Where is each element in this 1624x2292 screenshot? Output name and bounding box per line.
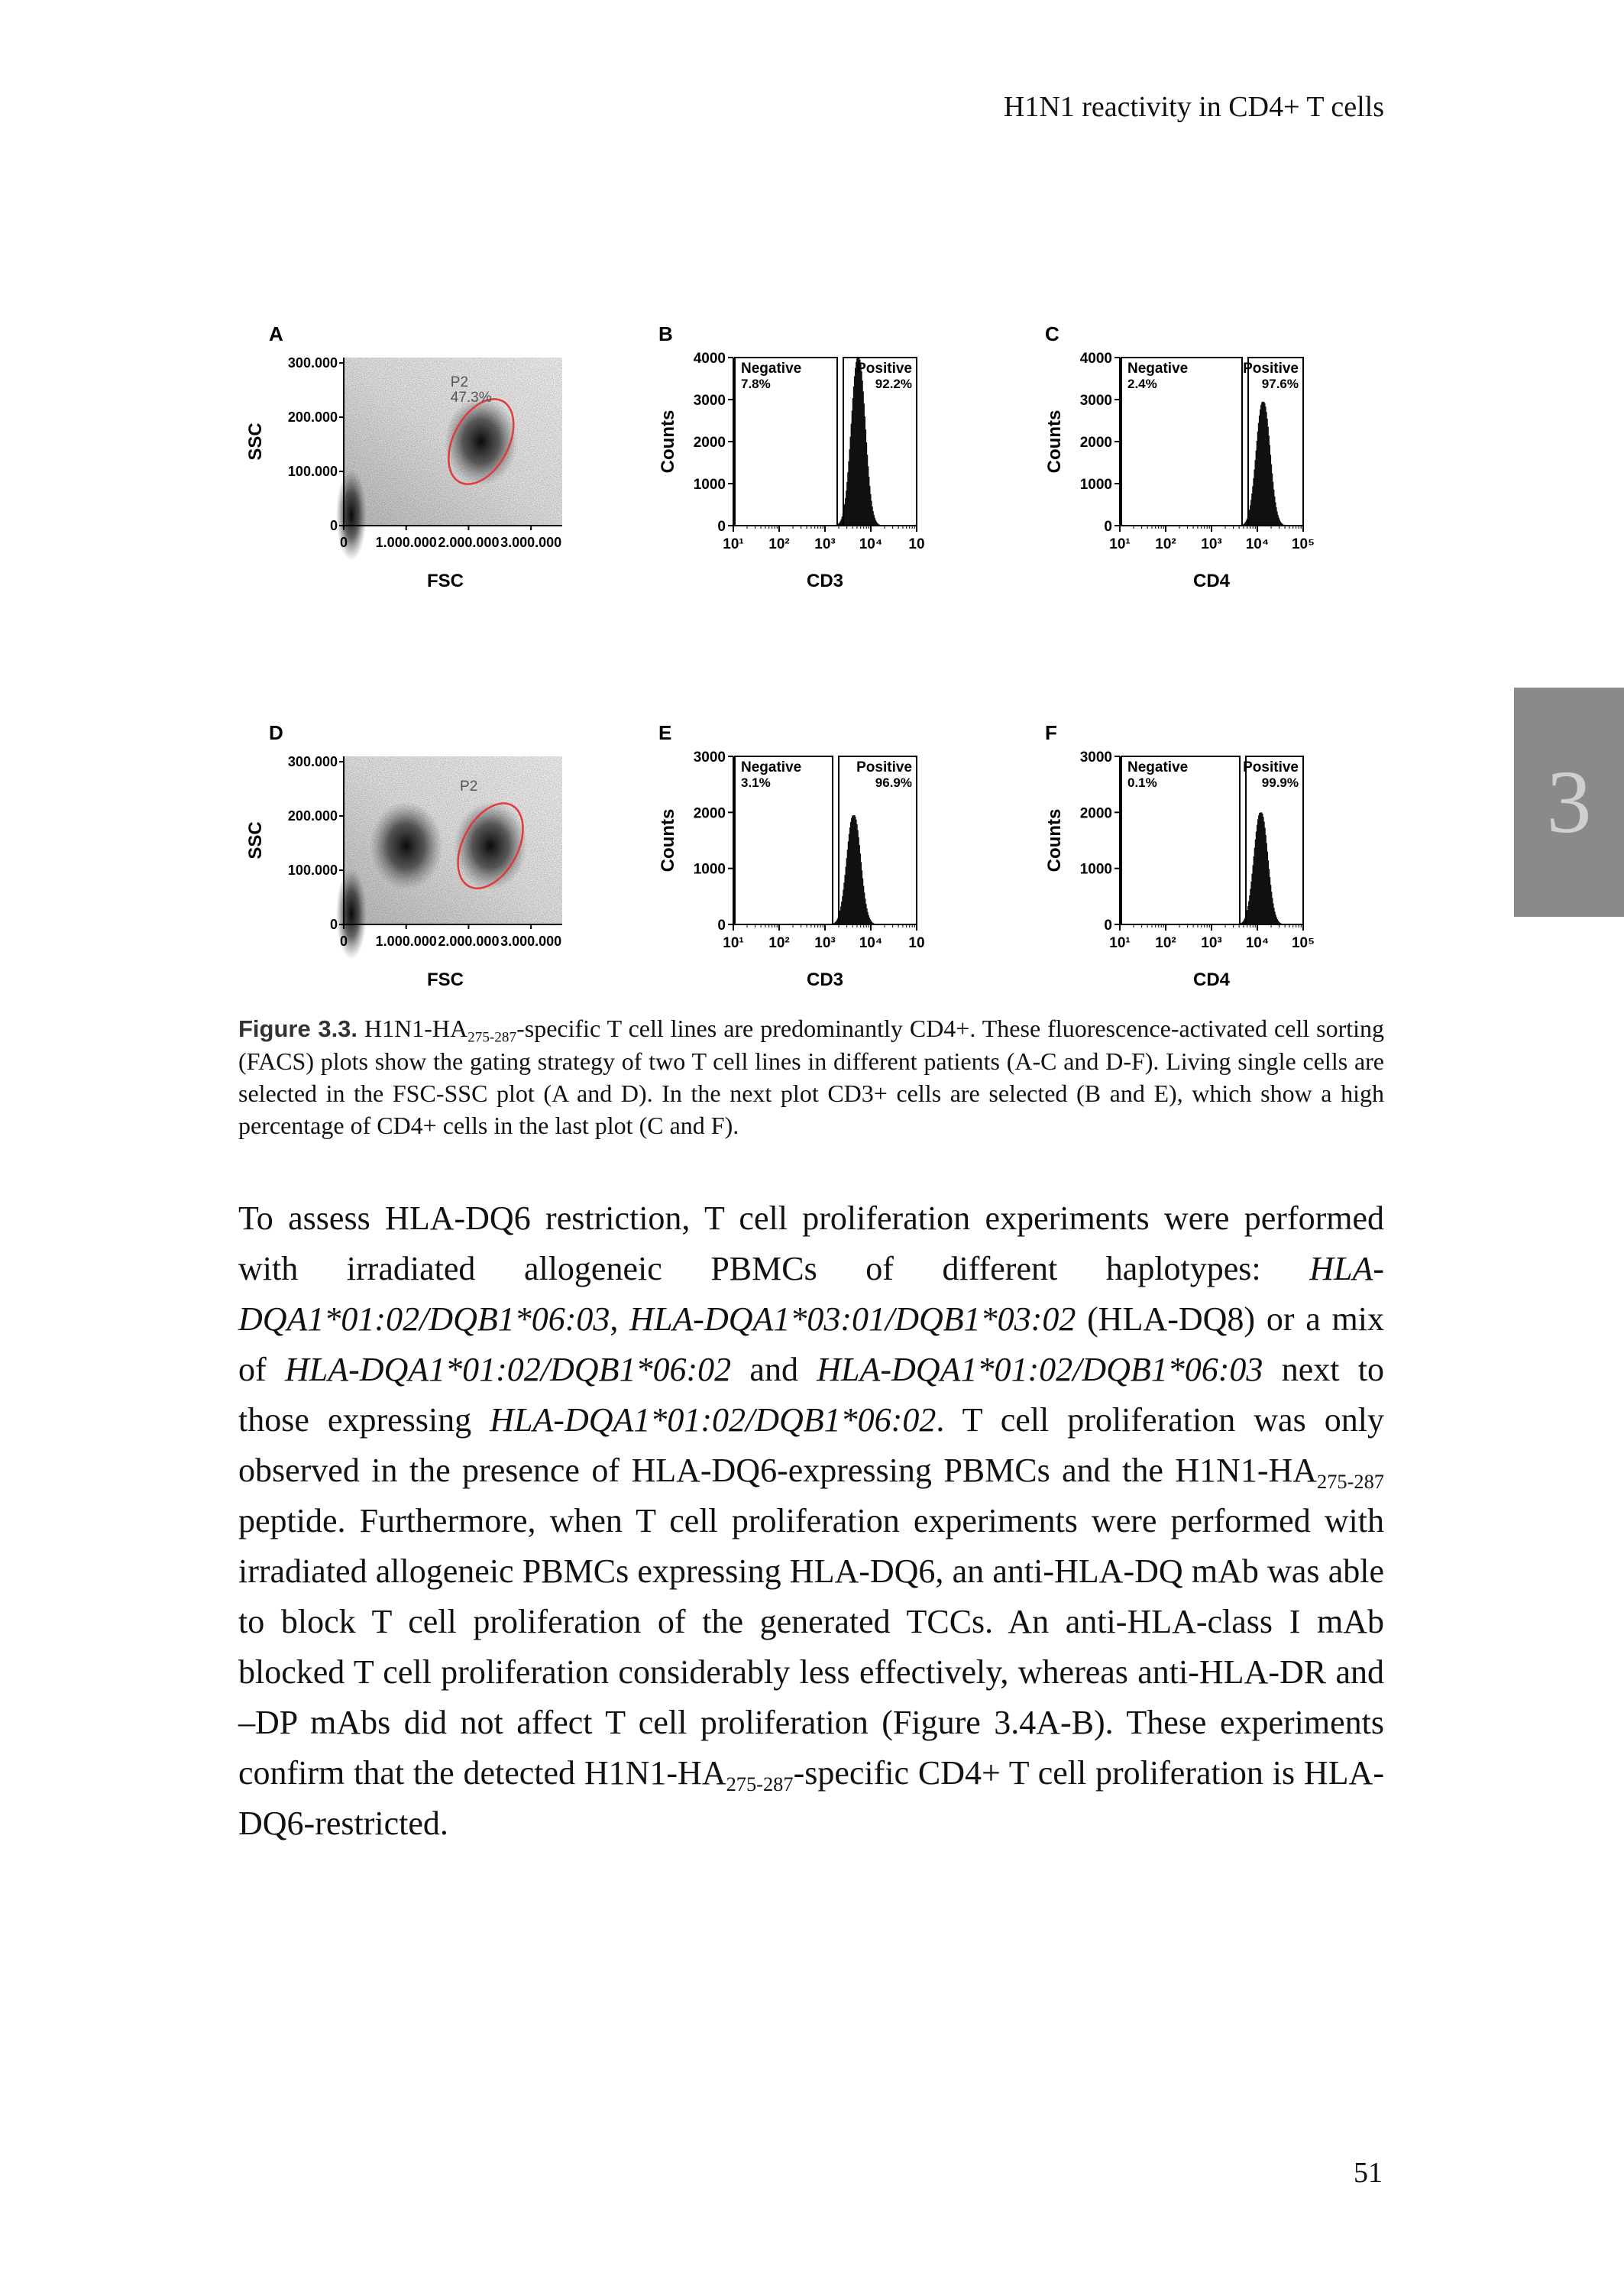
haplotype-5: HLA-DQA1*01:02/DQB1*06:02 bbox=[490, 1401, 937, 1439]
cell-population bbox=[454, 801, 527, 890]
x-tick-label: 10³ bbox=[1201, 536, 1222, 552]
panel-d bbox=[245, 721, 562, 990]
negative-percent: 3.1% bbox=[741, 775, 771, 790]
x-axis-label: CD3 bbox=[806, 571, 844, 591]
positive-percent: 97.6% bbox=[1261, 377, 1299, 391]
panel-a bbox=[245, 322, 562, 591]
y-tick-label: 0 bbox=[1104, 519, 1112, 535]
x-tick-label: 10¹ bbox=[1109, 536, 1131, 552]
x-tick-label: 10² bbox=[1155, 536, 1176, 552]
caption-text-2: -specific T cell lines are predominantly CD4+. These fluorescence-activated cell sorting (FACS) plots show the gating strategy of two T cell lines in different patients (A-C and D-F). Living single cells are selected in the FSC-SSC plot (A and D). In the next plot CD3+ cells are selected (B and E), which show a high percentage of CD4+ cells in the last plot (C and F). bbox=[238, 1015, 1385, 1139]
chapter-number: 3 bbox=[1546, 752, 1592, 852]
negative-label: Negative bbox=[1127, 361, 1189, 377]
x-tick-label: 2.000.000 bbox=[438, 535, 500, 550]
figure-caption bbox=[238, 1012, 1384, 1141]
running-header: H1N1 reactivity in CD4+ T cells bbox=[1003, 91, 1384, 123]
body-text-5: next to those expressing bbox=[238, 1351, 1384, 1439]
y-tick-label: 100.000 bbox=[287, 863, 338, 879]
y-tick-label: 1000 bbox=[1079, 861, 1112, 878]
x-axis-label: FSC bbox=[427, 571, 464, 591]
x-tick-label: 10 bbox=[908, 536, 925, 552]
y-tick-label: 1000 bbox=[693, 477, 726, 493]
body-paragraph bbox=[238, 1193, 1384, 1849]
haplotype-4: HLA-DQA1*01:02/DQB1*06:03 bbox=[817, 1351, 1263, 1388]
body-text-6: . T cell proliferation was only observed in the presence of HLA-DQ6-expressing PBMCs and the H1N1-HA bbox=[238, 1401, 1384, 1489]
y-axis-label: Counts bbox=[1044, 808, 1065, 872]
cell-population bbox=[445, 397, 518, 486]
negative-percent: 7.8% bbox=[741, 377, 771, 391]
panel-label: E bbox=[658, 721, 672, 744]
cell-population bbox=[370, 801, 443, 890]
x-tick-label: 10⁵ bbox=[1291, 536, 1315, 552]
x-tick-label: 10⁴ bbox=[1245, 935, 1270, 951]
y-tick-label: 200.000 bbox=[287, 808, 338, 824]
caption-label: Figure 3.3. bbox=[238, 1015, 358, 1042]
x-tick-label: 10² bbox=[768, 935, 790, 951]
y-tick-label: 0 bbox=[717, 918, 726, 934]
x-axis-label: CD4 bbox=[1192, 970, 1231, 990]
x-tick-label: 10² bbox=[1155, 935, 1176, 951]
caption-subscript: 275-287 bbox=[467, 1029, 517, 1046]
x-tick-label: 10⁴ bbox=[859, 536, 883, 552]
x-tick-label: 3.000.000 bbox=[500, 934, 562, 949]
y-tick-label: 0 bbox=[329, 917, 338, 932]
negative-label: Negative bbox=[741, 361, 802, 377]
x-tick-label: 3.000.000 bbox=[500, 535, 562, 550]
panel-b bbox=[658, 322, 925, 591]
x-tick-label: 10¹ bbox=[723, 935, 744, 951]
panel-c bbox=[1044, 322, 1315, 591]
body-text-4: and bbox=[731, 1351, 817, 1388]
y-tick-label: 200.000 bbox=[287, 410, 338, 426]
haplotype-3: HLA-DQA1*01:02/DQB1*06:02 bbox=[284, 1351, 732, 1388]
y-tick-label: 4000 bbox=[1079, 351, 1112, 367]
gate-name: P2 bbox=[460, 779, 478, 795]
page-number: 51 bbox=[1354, 2157, 1383, 2189]
x-tick-label: 1.000.000 bbox=[375, 535, 437, 550]
x-tick-label: 10³ bbox=[814, 935, 836, 951]
panel-label: F bbox=[1045, 721, 1057, 744]
negative-percent: 0.1% bbox=[1127, 775, 1157, 790]
x-axis-label: CD4 bbox=[1192, 571, 1231, 591]
y-axis-label: Counts bbox=[1044, 410, 1065, 474]
x-tick-label: 10⁵ bbox=[1291, 935, 1315, 951]
panel-label: A bbox=[269, 322, 283, 345]
body-subscript-2: 275-287 bbox=[726, 1772, 794, 1796]
x-tick-label: 10 bbox=[908, 935, 925, 951]
facs-figure bbox=[229, 214, 1421, 993]
negative-percent: 2.4% bbox=[1127, 377, 1157, 391]
positive-label: Positive bbox=[1243, 361, 1299, 377]
haplotype-2: HLA-DQA1*03:01/DQB1*03:02 bbox=[629, 1300, 1076, 1338]
panel-label: D bbox=[269, 721, 283, 744]
y-tick-label: 1000 bbox=[1079, 477, 1112, 493]
y-tick-label: 3000 bbox=[1079, 393, 1112, 409]
x-tick-label: 10⁴ bbox=[859, 935, 883, 951]
y-axis-label: Counts bbox=[658, 410, 678, 474]
y-tick-label: 3000 bbox=[1079, 749, 1112, 766]
caption-text-1: H1N1-HA bbox=[364, 1015, 468, 1042]
x-tick-label: 10³ bbox=[1201, 935, 1222, 951]
panel-f bbox=[1044, 721, 1315, 990]
x-tick-label: 0 bbox=[339, 535, 348, 550]
body-text-7: peptide. Furthermore, when T cell proliferation experiments were performed with irradiated allogeneic PBMCs expressing HLA-DQ6, an anti-HLA-DQ mAb was able to block T cell proliferation of the generated TCCs. An anti-HLA-class I mAb blocked T cell proliferation considerably less effectively, whereas anti-HLA-DR and –DP mAbs did not affect T cell proliferation (Figure 3.4A-B). These experiments confirm that the detected H1N1-HA bbox=[238, 1502, 1384, 1792]
x-tick-label: 10³ bbox=[814, 536, 836, 552]
y-tick-label: 2000 bbox=[1079, 805, 1112, 822]
y-tick-label: 3000 bbox=[693, 749, 726, 766]
gate-name: P2 bbox=[450, 374, 469, 390]
facs-plots bbox=[229, 214, 1421, 993]
body-text-2: , bbox=[610, 1300, 630, 1338]
body-subscript-1: 275-287 bbox=[1317, 1470, 1384, 1494]
gate-percent: 47.3% bbox=[450, 390, 492, 406]
positive-label: Positive bbox=[1243, 759, 1299, 775]
panel-label: B bbox=[658, 322, 673, 345]
y-axis-label: SSC bbox=[245, 422, 266, 461]
x-tick-label: 2.000.000 bbox=[438, 934, 500, 949]
y-tick-label: 1000 bbox=[693, 861, 726, 878]
y-tick-label: 2000 bbox=[693, 435, 726, 451]
y-tick-label: 2000 bbox=[1079, 435, 1112, 451]
y-tick-label: 3000 bbox=[693, 393, 726, 409]
negative-label: Negative bbox=[1127, 759, 1189, 775]
x-tick-label: 0 bbox=[339, 934, 348, 949]
y-tick-label: 300.000 bbox=[287, 355, 338, 371]
chapter-tab bbox=[1514, 688, 1624, 917]
x-tick-label: 1.000.000 bbox=[375, 934, 437, 949]
haplotype-1: HLA-DQA1*01:02/DQB1*06:03 bbox=[238, 1250, 1384, 1338]
y-tick-label: 4000 bbox=[693, 351, 726, 367]
x-tick-label: 10¹ bbox=[1109, 935, 1131, 951]
body-text-3: (HLA-DQ8) or a mix of bbox=[238, 1300, 1384, 1388]
positive-percent: 99.9% bbox=[1261, 775, 1299, 790]
positive-percent: 96.9% bbox=[875, 775, 912, 790]
y-tick-label: 300.000 bbox=[287, 754, 338, 770]
y-axis-label: Counts bbox=[658, 808, 678, 872]
y-tick-label: 0 bbox=[1104, 918, 1112, 934]
x-tick-label: 10² bbox=[768, 536, 790, 552]
body-text-8: -specific CD4+ T cell proliferation is HLA-DQ6-restricted. bbox=[238, 1754, 1384, 1842]
y-tick-label: 100.000 bbox=[287, 464, 338, 480]
panel-e bbox=[658, 721, 925, 990]
positive-label: Positive bbox=[856, 759, 912, 775]
x-tick-label: 10⁴ bbox=[1245, 536, 1270, 552]
y-tick-label: 2000 bbox=[693, 805, 726, 822]
histogram bbox=[836, 358, 880, 526]
y-tick-label: 0 bbox=[329, 518, 338, 533]
panel-label: C bbox=[1045, 322, 1059, 345]
body-text-1: To assess HLA-DQ6 restriction, T cell proliferation experiments were performed with irradiated allogeneic PBMCs of different haplotypes: bbox=[238, 1199, 1384, 1287]
negative-label: Negative bbox=[741, 759, 802, 775]
positive-percent: 92.2% bbox=[875, 377, 912, 391]
x-axis-label: CD3 bbox=[806, 970, 844, 990]
x-tick-label: 10¹ bbox=[723, 536, 744, 552]
y-tick-label: 0 bbox=[717, 519, 726, 535]
x-axis-label: FSC bbox=[427, 970, 464, 990]
y-axis-label: SSC bbox=[245, 821, 266, 860]
positive-label: Positive bbox=[856, 361, 912, 377]
